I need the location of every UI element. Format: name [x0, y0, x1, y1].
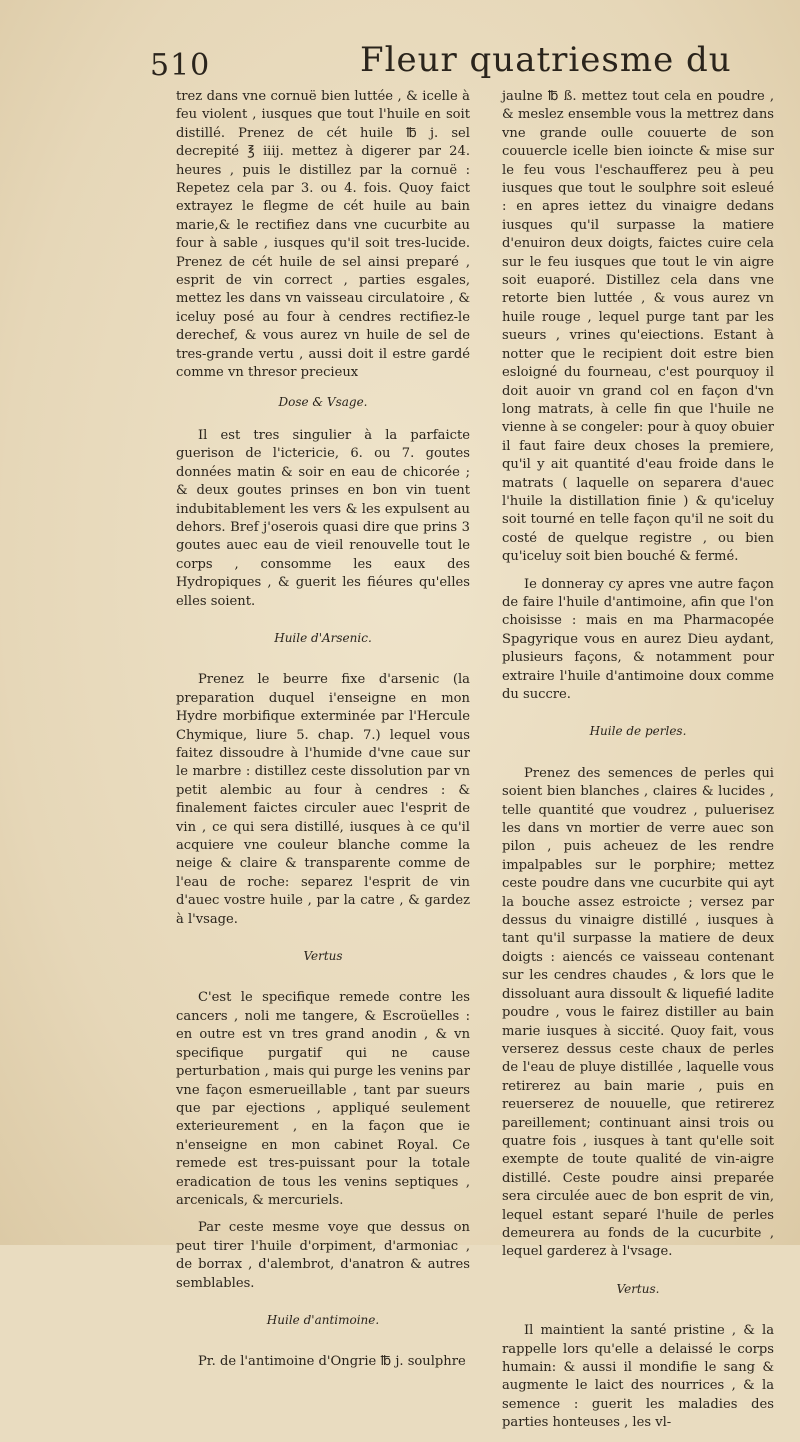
paragraph: Prenez le beurre fixe d'arsenic (la preparation duquel i'enseigne en mon Hydre morbifique exterminée par l'Hercule Chymique, liure 5. chap. 7.) lequel vous faitez dissoudre à l'humide d'vne caue sur le marbre : distillez ceste dissolution par vn petit alembic au four à cendres : & finalement faictes circuler auec l'esprit de vin , ce qui sera distillé, iusques à ce qu'il acquiere vne couleur blanche comme la neige & claire & transparente comme de l'eau de roche: separez l'esprit de vin d'auec vostre huile , par la catre , & gardez à l'vsage. — [176, 672, 470, 927]
paragraph: Ie donneray cy apres vne autre façon de faire l'huile d'antimoine, afin que l'on choisisse : mais en ma Pharmacopée Spagyrique vous en aurez Dieu aydant, plusieurs façons, & notamment pour extraire l'huile d'antimoine doux comme du succre. — [502, 576, 774, 702]
paragraph: Pr. de l'antimoine d'Ongrie ℔ j. soulphre — [198, 1354, 466, 1370]
right-column — [502, 88, 774, 1442]
section-heading: Huile d'Arsenic. — [274, 630, 372, 645]
section-heading: Huile d'antimoine. — [266, 1312, 380, 1327]
paragraph: jaulne ℔ ß. mettez tout cela en poudre , & meslez ensemble vous la mettrez dans vne grande oulle couuerte de son couuercle icelle bien ioincte & mise sur le feu vous l'eschaufferez peu à peu iusques que tout le soulphre soit esleué : en apres iettez du vinaigre dedans iusques qu'il surpasse la matiere d'enuiron deux doigts, faictes cuire cela sur le feu iusques que tout le vin aigre soit euaporé. Distillez cela dans vne retorte bien luttée , & vous aurez vn huile rouge , lequel purge tant par les sueurs , vrines qu'eiections. Estant à notter que le recipient doit estre bien esloigné du fourneau, c'est pourquoy il doit auoir vn grand col en façon d'vn long matrats, à celle fin que l'huile ne vienne à se congeler: pour à quoy obuier il faut faire deux choses la premiere, qu'il y ait quantité d'eau froide dans le matrats ( laquelle on separera d'auec l'huile la distillation finie ) & qu'iceluy soit tourné en telle façon qu'il ne soit du costé de quelque registre , ou bien qu'iceluy soit bien bouché & fermé. — [502, 89, 774, 565]
section-heading: Dose & Vsage. — [278, 394, 368, 409]
paragraph: Il est tres singulier à la parfaicte guerison de l'ictericie, 6. ou 7. goutes données matin & soir en eau de chicorée ; & deux goutes prinses en bon vin tuent indubitablement les vers & les expulsent au dehors. Bref j'oserois quasi dire que prins 3 goutes auec eau de vieil renouvelle tout le corps , consomme les eaux des Hydropiques , & guerit les fiéures qu'elles elles soient. — [176, 427, 470, 609]
paragraph: Par ceste mesme voye que dessus on peut tirer l'huile d'orpiment, d'armoniac , de borrax , d'alembrot, d'anatron & autres semblables. — [176, 1220, 470, 1291]
page-number: 510 — [150, 48, 211, 83]
paragraph: Il maintient la santé pristine , & la rappelle lors qu'elle a delaissé le corps humain: & aussi il mondifie le sang & augmente le laict des nourrices , & la semence : guerit les maladies des parties honteuses , les vl- — [502, 1323, 774, 1431]
running-head: Fleur quatriesme du — [360, 40, 732, 80]
section-heading: Huile de perles. — [589, 724, 687, 739]
paragraph: Prenez des semences de perles qui soient bien blanches , claires & lucides , telle quantité que voudrez , puluerisez les dans vn mortier de verre auec son pilon , puis acheuez de les rendre impalpables sur le porphire; mettez ceste poudre dans vne cucurbite qui ayt la bouche assez estroicte ; versez par dessus du vinaigre distillé , iusques à tant qu'il surpasse la matiere de deux doigts : aiencés ce vaisseau contenant sur les cendres chaudes , & lors que le dissoluant aura dissoult & liquefié ladite poudre , vous le fairez distiller au bain marie iusques à siccité. Quoy fait, vous verserez dessus ceste chaux de perles de l'eau de pluye distillée , laquelle vous retirerez au bain marie , puis en reuerserez de nouuelle, que retirerez pareillement; continuant ainsi trois ou quatre fois , iusques à tant qu'elle soit exempte de toute qualité de vin-aigre distillé. Ceste poudre ainsi preparée sera circulée auec de bon esprit de vin, lequel estant separé l'huile de perles demeurera au fonds de la cucurbite , lequel garderez à l'vsage. — [502, 765, 774, 1260]
section-heading: Vertus. — [616, 1281, 660, 1296]
paragraph: C'est le specifique remede contre les cancers , noli me tangere, & Escroüelles : en outre est vn tres grand anodin , & vn specifique purgatif qui ne cause perturbation , mais qui purge les venins par vne façon esmerueillable , tant par sueurs que par ejections , appliqué seulement exterieurement , en la façon que ie n'enseigne en mon cabinet Royal. Ce remede est tres-puissant pour la totale eradication de tous les venins septiques , arcenicals, & mercuriels. — [176, 990, 470, 1208]
section-heading: Vertus — [303, 949, 343, 964]
left-column — [176, 88, 470, 1381]
paragraph: trez dans vne cornuë bien luttée , & icelle à feu violent , iusques que tout l'huile en soit distillé. Prenez de cét huile ℔ j. sel decrepité ℥ iiij. mettez à digerer par 24. heures , puis le distillez par la cornuë : Repetez cela par 3. ou 4. fois. Quoy faict extrayez le flegme de cét huile au bain marie,& le rectifiez dans vne cucurbite au four à sable , iusques qu'il soit tres-lucide. Prenez de cét huile de sel ainsi preparé , esprit de vin correct , parties esgales, mettez les dans vn vaisseau circulatoire , & iceluy posé au four à cendres rectifiez-le derechef, & vous aurez vn huile de sel de tres-grande vertu , aussi doit il estre gardé comme vn thresor precieux — [176, 89, 470, 381]
